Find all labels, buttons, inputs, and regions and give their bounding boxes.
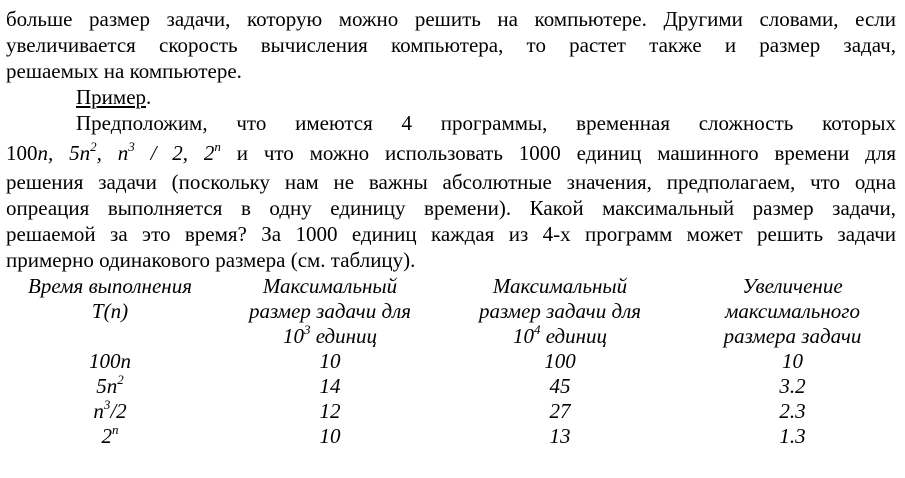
table-header-row bbox=[0, 274, 905, 349]
header-line: размера задачи bbox=[723, 324, 862, 348]
header-line: Максимальный bbox=[262, 274, 398, 298]
formula-sup: n bbox=[214, 139, 221, 154]
cell-max-10000: 100 bbox=[544, 349, 576, 373]
header-line bbox=[220, 324, 440, 349]
cell-time bbox=[0, 374, 220, 399]
header-line: размер задачи для bbox=[249, 299, 411, 323]
formula-line-rest: и что можно использовать 1000 единиц машинного времени для bbox=[220, 141, 896, 165]
cell-time-sup: 2 bbox=[117, 372, 124, 387]
formula-sup: 2 bbox=[90, 139, 97, 154]
header-sup: 3 bbox=[303, 322, 311, 337]
header-time bbox=[0, 274, 220, 349]
cell-gain: 10 bbox=[782, 349, 803, 373]
header-max-1000 bbox=[220, 274, 440, 349]
cell-max-10000: 27 bbox=[549, 399, 571, 423]
cell-time bbox=[0, 399, 220, 424]
header-line: T(n) bbox=[91, 299, 129, 323]
text-line: решаемой за это время? За 1000 единиц каждая из 4-х программ может решить задачи bbox=[6, 222, 896, 246]
header-line: Время выполнения bbox=[28, 274, 192, 298]
formula-sup: 3 bbox=[128, 139, 135, 154]
table-row bbox=[0, 399, 905, 424]
text-line: увеличивается скорость вычисления компьютера, то растет также и размер задач, bbox=[6, 33, 896, 57]
cell-max-1000: 10 bbox=[319, 349, 341, 373]
header-rest: единиц bbox=[310, 324, 378, 348]
table-row bbox=[0, 424, 905, 449]
formula-part: , n bbox=[96, 141, 129, 165]
header-rest: единиц bbox=[540, 324, 608, 348]
cell-max-10000: 13 bbox=[549, 424, 571, 448]
text-line: примерно одинакового размера (см. таблицу). bbox=[6, 248, 416, 272]
example-heading-dot: . bbox=[146, 85, 152, 109]
cell-max-10000: 45 bbox=[549, 374, 571, 398]
formula-part: 100 bbox=[6, 141, 38, 165]
cell-time-base: 5n bbox=[96, 374, 118, 398]
header-line: размер задачи для bbox=[479, 299, 641, 323]
text-line: Предположим, что имеются 4 программы, временная сложность которых bbox=[76, 111, 896, 135]
header-gain bbox=[680, 274, 905, 349]
cell-time-sup: 3 bbox=[103, 397, 111, 412]
cell-time-base: n bbox=[93, 399, 104, 423]
table-row bbox=[0, 374, 905, 399]
header-base: 10 bbox=[512, 324, 534, 348]
header-base: 10 bbox=[282, 324, 304, 348]
cell-time-base: 2 bbox=[101, 424, 112, 448]
cell-time-rest: /2 bbox=[110, 399, 127, 423]
text-line: решаемых на компьютере. bbox=[6, 59, 242, 83]
example-heading-text: Пример bbox=[76, 85, 147, 109]
cell-time-base: 100n bbox=[89, 349, 131, 373]
cell-gain: 1.3 bbox=[779, 424, 806, 448]
example-heading bbox=[76, 84, 896, 110]
formula-line bbox=[6, 140, 896, 166]
cell-gain: 2.3 bbox=[779, 399, 806, 423]
table-row bbox=[0, 349, 905, 374]
header-line bbox=[0, 324, 220, 349]
complexity-table bbox=[0, 274, 905, 449]
cell-max-1000: 14 bbox=[319, 374, 341, 398]
cell-time bbox=[0, 424, 220, 449]
text-line: решения задачи (поскольку нам не важны абсолютные значения, предполагаем, что одна bbox=[6, 170, 896, 194]
cell-max-1000: 10 bbox=[319, 424, 341, 448]
text-line: больше размер задачи, которую можно решить на компьютере. Другими словами, если bbox=[6, 7, 896, 31]
cell-gain: 3.2 bbox=[779, 374, 806, 398]
header-line: Увеличение bbox=[742, 274, 843, 298]
cell-time bbox=[0, 349, 220, 374]
header-sup: 4 bbox=[533, 322, 541, 337]
header-line bbox=[440, 324, 680, 349]
cell-time-sup: n bbox=[112, 422, 119, 437]
formula-part: n, 5n bbox=[37, 141, 91, 165]
header-line: Максимальный bbox=[492, 274, 628, 298]
cell-max-1000: 12 bbox=[319, 399, 341, 423]
formula-part: / 2, 2 bbox=[134, 141, 215, 165]
header-max-10000 bbox=[440, 274, 680, 349]
header-line: максимального bbox=[725, 299, 860, 323]
text-line: опреация выполняется в одну единицу времени). Какой максимальный размер задачи, bbox=[6, 196, 896, 220]
